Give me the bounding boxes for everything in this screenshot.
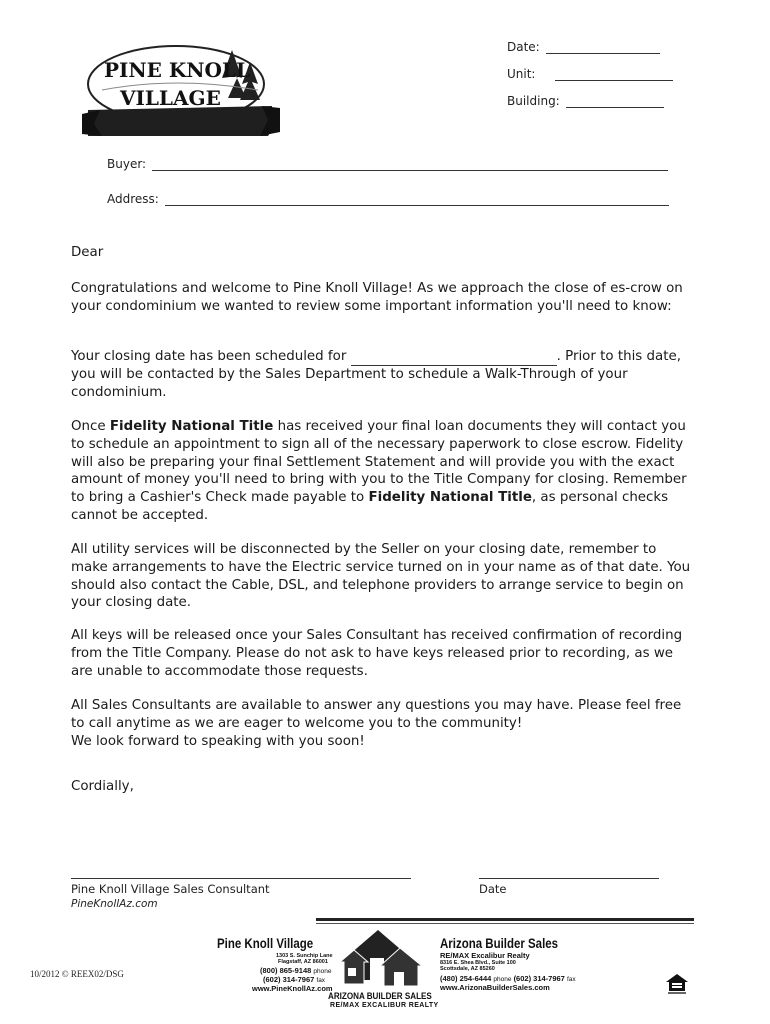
- logo-line1: PINE KNOLL: [104, 58, 251, 82]
- unit-label: Unit:: [507, 67, 536, 81]
- fidelity-name-1: Fidelity National Title: [109, 419, 274, 434]
- buyer-input-line[interactable]: [152, 158, 668, 171]
- paragraph-closing-date: Your closing date has been scheduled for . Prior to this date, you will be contacted by the Sales Department to schedule a Walk-Through of your condominium.: [71, 349, 681, 400]
- abs-address-1: 8316 E. Shea Blvd., Suite 100: [440, 960, 516, 966]
- pkv-address-1: 1303 S. Sunchip Lane: [276, 953, 333, 959]
- closing: Cordially,: [71, 779, 134, 794]
- address-field[interactable]: [107, 192, 669, 206]
- equal-housing-icon: [665, 973, 689, 995]
- logo-line2: VILLAGE: [120, 86, 221, 110]
- pkv-title: Pine Knoll Village: [217, 935, 314, 951]
- footer-rule-thin: [316, 923, 694, 924]
- paragraph-consultants: All Sales Consultants are available to answer any questions you may have. Please feel free to call anytime as we are eager to welcome you to the community! We look forward to speaking with you soon!: [71, 698, 682, 749]
- pkv-address-2: Flagstaff, AZ 86001: [278, 959, 328, 965]
- date-signature-line[interactable]: [479, 878, 659, 879]
- consultant-label: Pine Knoll Village Sales Consultant: [71, 882, 270, 896]
- building-label: Building:: [507, 94, 560, 108]
- consultant-signature-line[interactable]: [71, 878, 411, 879]
- pkv-phone: (800) 865-9148 phone: [260, 966, 332, 975]
- paragraph-welcome: Congratulations and welcome to Pine Knoll Village! As we approach the close of es-crow on your condominium we wanted to review some important information you'll need to know:: [71, 281, 683, 314]
- building-field[interactable]: [507, 94, 664, 108]
- address-input-line[interactable]: [165, 193, 669, 206]
- date-signature-label: Date: [479, 882, 507, 896]
- paragraph-keys: All keys will be released once your Sales Consultant has received confirmation of recording from the Title Company. Please do not ask to have keys released prior to recording, as we are unable to accommodate those requests.: [71, 628, 683, 679]
- abs-logo-line1: ARIZONA BUILDER SALES: [328, 991, 432, 1002]
- abs-logo-line2: RE/MAX EXCALIBUR REALTY: [330, 1002, 439, 1009]
- salutation: Dear: [71, 245, 104, 260]
- footer-rule: [316, 918, 694, 921]
- building-input-line[interactable]: [566, 95, 664, 108]
- unit-input-line[interactable]: [555, 68, 673, 81]
- paragraph-title-company: Once Fidelity National Title has received your final loan documents they will contact you to schedule an appointment to sign all of the necessary paperwork to close escrow. Fidelity will also be preparing your final Settlement Statement and will provide you with the exact amount of money you'll need to bring with you to the Title Company for closing. Remember to bring a Cashier's Check made payable to Fidelity National Title, as personal checks cannot be accepted.: [71, 419, 687, 523]
- unit-field[interactable]: [507, 67, 673, 81]
- pkv-fax: (602) 314-7967 fax: [263, 975, 326, 984]
- address-label: Address:: [107, 192, 159, 206]
- fidelity-name-2: Fidelity National Title: [368, 490, 532, 506]
- abs-phone-fax: (480) 254-6444 phone (602) 314-7967 fax: [440, 974, 576, 983]
- document-code: 10/2012 © REEX02/DSG: [30, 969, 124, 979]
- date-label: Date:: [507, 40, 540, 54]
- date-input-line[interactable]: [546, 41, 660, 54]
- pkv-web[interactable]: www.PineKnollAz.com: [252, 984, 333, 993]
- pine-knoll-village-logo: [82, 40, 280, 146]
- abs-web[interactable]: www.ArizonaBuilderSales.com: [440, 983, 550, 992]
- buyer-field[interactable]: [107, 157, 668, 171]
- closing-date-blank[interactable]: [351, 352, 557, 366]
- date-field[interactable]: [507, 40, 660, 54]
- buyer-label: Buyer:: [107, 157, 147, 171]
- abs-address-2: Scottsdale, AZ 85260: [440, 966, 495, 972]
- website-text: PineKnollAz.com: [71, 898, 158, 910]
- abs-subtitle: RE/MAX Excalibur Realty: [440, 951, 530, 960]
- abs-title: Arizona Builder Sales: [440, 935, 559, 951]
- paragraph-utilities: All utility services will be disconnected by the Seller on your closing date, remember to make arrangements to have the Electric service turned on in your name as of that date. You should also contact the Cable, DSL, and telephone providers to arrange service to begin on your closing date.: [71, 542, 691, 611]
- houses-logo-icon: [340, 928, 430, 992]
